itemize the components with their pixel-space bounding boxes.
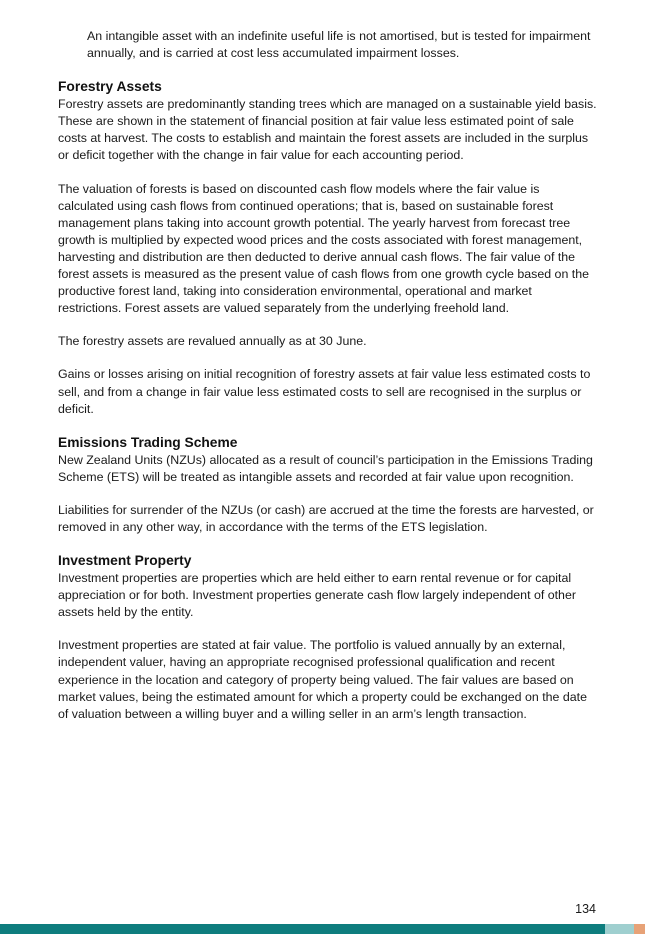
investment-paragraph-2: Investment properties are stated at fair value. The portfolio is valued annually by an external, independent valuer, having an appropriate recognised professional qualification and recent experience in the location and category of property being valued. The fair values are based on market values, being the estimated amount for which a property could be exchanged on the date of valuation between a willing buyer and a willing seller in an arm’s length transaction. (58, 638, 587, 721)
section-heading-forestry: Forestry Assets (58, 79, 162, 95)
forestry-paragraph-2: The valuation of forests is based on discounted cash flow models where the fair value is calculated using cash flows from continued operations; that is, based on sustainable forest management plans taking into account growth potential. The yearly harvest from forecast tree growth is multiplied by expected wood prices and the costs associated with forest management, harvesting and distribution are then deducted to derive annual cash flows. The fair value of the forest assets is measured as the present value of cash flows from one growth cycle based on the productive forest land, taking into consideration environmental, operational and market restrictions. Forest assets are valued separately from the underlying freehold land. (58, 181, 590, 316)
document-body (58, 28, 598, 723)
footer-color-bar (0, 924, 645, 934)
section-heading-investment: Investment Property (58, 553, 192, 569)
forestry-paragraph-1: Forestry assets are predominantly standing trees which are managed on a sustainable yield basis. These are shown in the statement of financial position at fair value less estimated point of sale costs at harvest. The costs to establish and maintain the forest assets are included in the surplus or deficit together with the change in fair value for each accounting period. (58, 97, 597, 163)
forestry-paragraph-3: The forestry assets are revalued annually as at 30 June. (58, 334, 367, 349)
intro-paragraph: An intangible asset with an indefinite useful life is not amortised, but is tested for impairment annually, and is carried at cost less accumulated impairment losses. (87, 29, 591, 61)
investment-paragraph-1: Investment properties are properties which are held either to earn rental revenue or for capital appreciation or for both. Investment properties generate cash flow largely independent of other assets held by the entity. (58, 571, 576, 620)
ets-paragraph-1: New Zealand Units (NZUs) allocated as a result of council’s participation in the Emissions Trading Scheme (ETS) will be treated as intangible assets and recorded at fair value upon recognition. (58, 452, 593, 484)
section-heading-ets: Emissions Trading Scheme (58, 434, 238, 450)
footer-bar-accent-segment (634, 924, 645, 934)
ets-paragraph-2: Liabilities for surrender of the NZUs (or cash) are accrued at the time the forests are harvested, or removed in any other way, in accordance with the terms of the ETS legislation. (58, 502, 594, 534)
page-number: 134 (575, 902, 596, 916)
forestry-paragraph-4: Gains or losses arising on initial recognition of forestry assets at fair value less estimated costs to sell, and from a change in fair value less estimated costs to sell are recognised in the surplus or deficit. (58, 367, 591, 416)
footer-bar-light-segment (605, 924, 634, 934)
footer-bar-main-segment (0, 924, 605, 934)
